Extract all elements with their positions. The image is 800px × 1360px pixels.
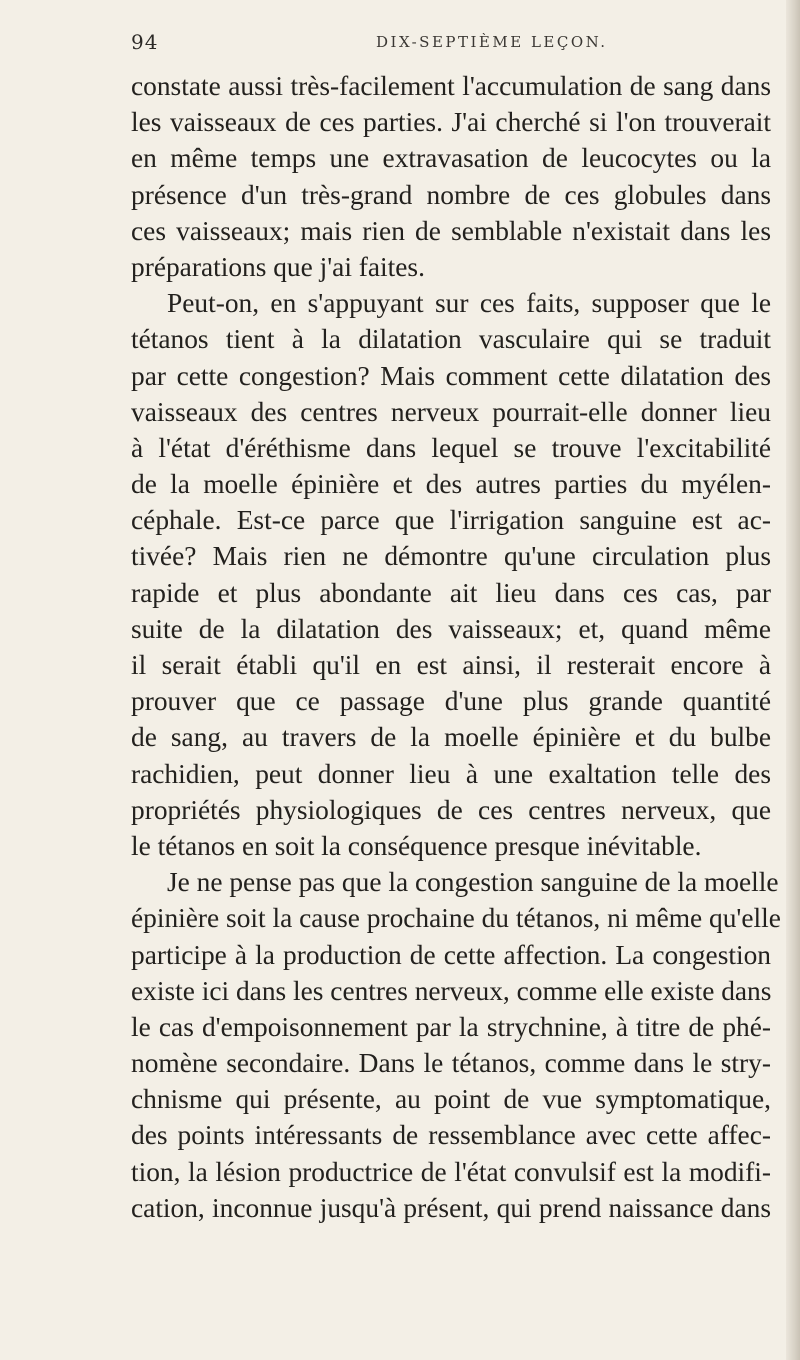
text-line: nomène secondaire. Dans le tétanos, comme dans le stry- [131,1048,771,1079]
text-line: Peut-on, en s'appuyant sur ces faits, supposer que le [167,288,771,319]
text-line: présence d'un très-grand nombre de ces globules dans [131,179,771,210]
body-text [131,68,781,1226]
text-line: tion, la lésion productrice de l'état convulsif est la modifi- [131,1156,771,1187]
text-line: vaisseaux des centres nerveux pourrait-elle donner lieu [131,396,771,427]
text-line: à l'état d'éréthisme dans lequel se trouve l'excitabilité [131,432,771,463]
text-line: le tétanos en soit la conséquence presque inévitable. [131,830,702,861]
text-line: épinière soit la cause prochaine du tétanos, ni même qu'elle [131,903,781,934]
text-line: de sang, au travers de la moelle épinière et du bulbe [131,722,771,753]
text-line: il serait établi qu'il en est ainsi, il resterait encore à [131,650,771,680]
paragraph-2 [131,285,771,864]
text-line: en même temps une extravasation de leucocytes ou la [131,143,771,174]
page-edge-shadow [786,0,800,1360]
text-line: ces vaisseaux; mais rien de semblable n'existait dans les [131,215,771,246]
text-line: suite de la dilatation des vaisseaux; et, quand même [131,613,771,644]
text-line: existe ici dans les centres nerveux, comme elle existe dans [131,975,772,1006]
text-line: prouver que ce passage d'une plus grande quantité [131,686,771,717]
text-line: les vaisseaux de ces parties. J'ai cherché si l'on trouverait [131,107,771,138]
text-line: constate aussi très-facilement l'accumulation de sang dans [131,71,771,101]
text-line: par cette congestion? Mais comment cette dilatation des [131,360,771,391]
text-line: de la moelle épinière et des autres parties du myélen- [131,469,771,500]
text-line: chnisme qui présente, au point de vue symptomatique, [131,1084,771,1115]
text-line: céphale. Est-ce parce que l'irrigation sanguine est ac- [131,505,771,536]
text-line: cation, inconnue jusqu'à présent, qui prend naissance dans [131,1192,771,1223]
text-line: Je ne pense pas que la congestion sanguine de la moelle [167,867,779,898]
page-number: 94 [131,30,159,54]
paragraph-3 [131,864,781,1226]
text-line: tivée? Mais rien ne démontre qu'une circulation plus [131,541,771,572]
running-head: DIX-SEPTIÈME LEÇON. [376,33,608,51]
page-header [131,30,771,60]
text-line: rachidien, peut donner lieu à une exaltation telle des [131,758,771,789]
text-line: le cas d'empoisonnement par la strychnine, à titre de phé- [131,1011,771,1042]
text-line: des points intéressants de ressemblance avec cette affec- [131,1120,771,1151]
text-line: participe à la production de cette affection. La congestion [131,939,771,970]
text-line: rapide et plus abondante ait lieu dans ces cas, par [131,577,771,608]
text-line: tétanos tient à la dilatation vasculaire qui se traduit [131,324,771,355]
text-line: propriétés physiologiques de ces centres nerveux, que [131,794,771,825]
paragraph-1 [131,68,771,285]
text-line: préparations que j'ai faites. [131,251,425,282]
